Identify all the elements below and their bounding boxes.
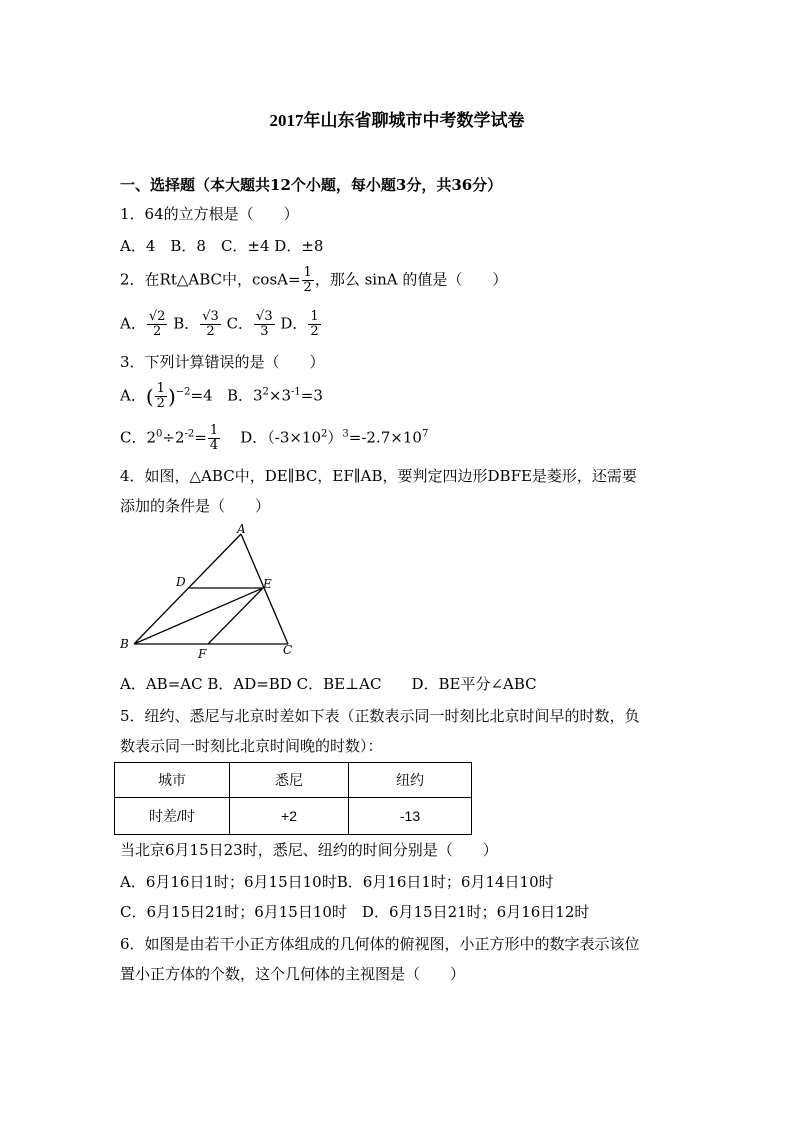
- section-heading: 一、选择题（本大题共12个小题，每小题3分，共36分）: [120, 176, 503, 194]
- q4-stem-line2: 添加的条件是（ ）: [120, 497, 271, 515]
- q4-stem-line1: 4．如图，△ABC中，DE∥BC，EF∥AB，要判定四边形DBFE是菱形，还需要: [120, 467, 637, 485]
- q1-options: A．4 B．8 C．±4 D．±8: [120, 237, 324, 255]
- q3-option-a-fraction: $\frac{1}{2}$: [156, 381, 165, 411]
- q3-option-c-fraction: $\frac{1}{4}$: [209, 423, 219, 453]
- q3-options-cd: C．$2^0\div 2^{-2}=$ $\frac{1}{4}$ D．$(-3\times 10^2)^3=-2.7\times 10^7$: [120, 423, 429, 453]
- label-a: A: [237, 522, 246, 536]
- q2-option-c-value: $\frac{√3}{3}$: [256, 309, 273, 339]
- table-header-cell: 城市: [115, 763, 230, 798]
- q6-stem-line1: 6．如图是由若干小正方体组成的几何体的俯视图，小正方形中的数字表示该位: [120, 935, 640, 953]
- q4-triangle-figure: [110, 522, 310, 664]
- q6-stem-line2: 置小正方体的个数，这个几何体的主视图是（ ）: [120, 965, 466, 983]
- label-f: F: [198, 647, 207, 661]
- q2-option-b-value: $\frac{√3}{2}$: [202, 309, 219, 339]
- q5-options-line1: A．6月16日1时；6月15日10时B．6月16日1时；6月14日10时: [120, 873, 554, 891]
- q2-stem-part2: ，那么 sinA 的值是（ ）: [314, 270, 508, 289]
- time-difference-table: [114, 762, 472, 835]
- page-title: 2017年山东省聊城市中考数学试卷: [269, 111, 525, 130]
- table-cell: +2: [230, 798, 349, 835]
- table-cell: -13: [349, 798, 472, 835]
- segment-ef: [208, 588, 263, 644]
- q5-stem-line1: 5．纽约、悉尼与北京时差如下表（正数表示同一时刻比北京时间早的时数，负: [120, 707, 640, 725]
- q2-option-a-value: $\frac{√2}{2}$: [148, 309, 166, 339]
- q3-stem: 3．下列计算错误的是（ ）: [120, 353, 325, 371]
- table-header-row: [115, 763, 472, 798]
- q2-options: A． $\frac{√2}{2}$ B． $\frac{√3}{2}$ C． $\frac{√3}{3}$ D． $\frac{1}{2}$: [120, 309, 319, 339]
- q1-stem: 1．64的立方根是（ ）: [120, 205, 299, 223]
- q2-option-d-value: $\frac{1}{2}$: [310, 309, 319, 339]
- q5-stem-line3: 当北京6月15日23时，悉尼、纽约的时间分别是（ ）: [120, 841, 498, 859]
- label-e: E: [263, 577, 272, 591]
- q2-stem: [120, 266, 507, 295]
- segment-be: [134, 588, 263, 644]
- q2-stem-part1: 2．在Rt△ABC中，cosA=: [120, 270, 301, 289]
- label-d: D: [176, 575, 186, 589]
- table-cell: 时差/时: [115, 798, 230, 835]
- table-row: [115, 798, 472, 835]
- q3-options-ab: A．( $\frac{1}{2}$ )$^{-2}$=4 B．$3^2\times 3^{-1}=3$: [120, 381, 323, 411]
- q5-stem-line2: 数表示同一时刻比北京时间晚的时数）：: [120, 737, 383, 755]
- table-header-cell: 悉尼: [230, 763, 349, 798]
- q2-fraction: $\frac{1}{2}$: [303, 265, 312, 295]
- table-header-cell: 纽约: [349, 763, 472, 798]
- label-b: B: [120, 637, 129, 651]
- label-c: C: [283, 643, 293, 657]
- q4-options: A．AB=AC B．AD=BD C．BE⊥AC D．BE平分∠ABC: [120, 675, 537, 693]
- q5-options-line2: C．6月15日21时；6月15日10时 D．6月15日21时；6月16日12时: [120, 903, 590, 921]
